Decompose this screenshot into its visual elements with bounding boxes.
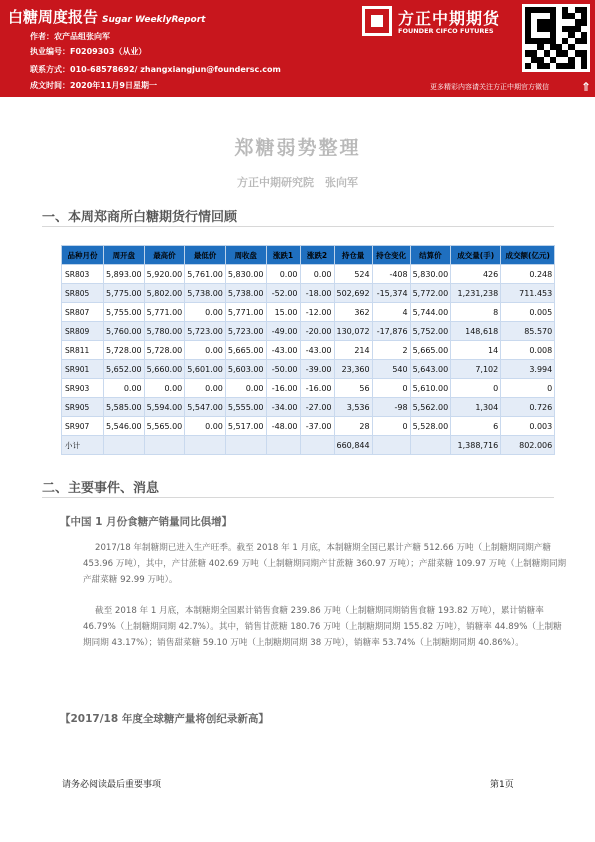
table-cell: -98 xyxy=(372,398,410,417)
qr-code-icon[interactable] xyxy=(522,4,590,72)
table-cell: 0.248 xyxy=(501,265,555,284)
table-cell: 6 xyxy=(451,417,501,436)
table-cell: 5,517.00 xyxy=(225,417,266,436)
table-cell: 8 xyxy=(451,303,501,322)
table-cell: 148,618 xyxy=(451,322,501,341)
table-cell: 5,752.00 xyxy=(410,322,451,341)
table-cell: 2 xyxy=(372,341,410,360)
table-header-cell: 持仓量 xyxy=(334,246,372,265)
table-cell: 0.00 xyxy=(144,379,185,398)
table-cell: 3.994 xyxy=(501,360,555,379)
table-row xyxy=(62,341,555,360)
news-paragraph-production: 2017/18 年制糖期已进入生产旺季。截至 2018 年 1 月底，本制糖期全国已累计产糖 512.66 万吨（上制糖期同期产糖 453.96 万吨），其中，产甘蔗糖 402.69 万吨（上制糖期同期产甘蔗糖 360.97 万吨）；产甜菜糖 109.97 万吨（上制糖期同期产甜菜糖 92.99 万吨）。 xyxy=(83,543,567,585)
table-cell: 5,547.00 xyxy=(185,398,226,417)
logo-en-text: FOUNDER CIFCO FUTURES xyxy=(398,27,494,35)
table-cell xyxy=(372,436,410,455)
table-cell: 5,665.00 xyxy=(225,341,266,360)
table-cell: 5,760.00 xyxy=(104,322,145,341)
table-cell: 5,585.00 xyxy=(104,398,145,417)
table-cell: 5,565.00 xyxy=(144,417,185,436)
table-cell: -15,374 xyxy=(372,284,410,303)
table-cell: 3,536 xyxy=(334,398,372,417)
table-cell: -48.00 xyxy=(266,417,300,436)
table-cell: 85.570 xyxy=(501,322,555,341)
table-cell: -43.00 xyxy=(266,341,300,360)
table-cell: 524 xyxy=(334,265,372,284)
table-header-cell: 结算价 xyxy=(410,246,451,265)
table-cell: 0.00 xyxy=(104,379,145,398)
table-cell: 5,652.00 xyxy=(104,360,145,379)
table-cell: 5,555.00 xyxy=(225,398,266,417)
table-cell xyxy=(225,436,266,455)
contact-line: 联系方式：010-68578692/ zhangxiangjun@foundersc.com xyxy=(30,65,281,74)
table-cell: 0.00 xyxy=(185,417,226,436)
table-cell: 5,893.00 xyxy=(104,265,145,284)
table-cell: 5,562.00 xyxy=(410,398,451,417)
section-divider xyxy=(42,226,554,227)
table-cell: -18.00 xyxy=(300,284,334,303)
table-cell: 5,830.00 xyxy=(410,265,451,284)
table-cell: 5,744.00 xyxy=(410,303,451,322)
qr-code-pattern xyxy=(525,7,587,69)
table-cell: SR807 xyxy=(62,303,104,322)
news-heading-global-sugar: 【2017/18 年度全球糖产量将创纪录新高】 xyxy=(60,713,269,725)
table-cell: 5,738.00 xyxy=(225,284,266,303)
table-cell: 0 xyxy=(372,379,410,398)
table-cell: -27.00 xyxy=(300,398,334,417)
table-cell: 5,920.00 xyxy=(144,265,185,284)
table-cell: SR905 xyxy=(62,398,104,417)
table-cell: -16.00 xyxy=(266,379,300,398)
table-cell: SR809 xyxy=(62,322,104,341)
table-cell: 362 xyxy=(334,303,372,322)
table-row xyxy=(62,398,555,417)
table-cell: 5,528.00 xyxy=(410,417,451,436)
table-cell: 130,072 xyxy=(334,322,372,341)
futures-market-table xyxy=(61,245,555,455)
document-title: 郑糖弱势整理 xyxy=(234,137,361,159)
table-cell: 5,546.00 xyxy=(104,417,145,436)
table-header-cell: 最低价 xyxy=(185,246,226,265)
table-cell xyxy=(410,436,451,455)
table-header-cell: 品种月份 xyxy=(62,246,104,265)
page-number: 第1页 xyxy=(490,780,514,790)
table-row xyxy=(62,303,555,322)
table-cell: 5,755.00 xyxy=(104,303,145,322)
table-cell: -408 xyxy=(372,265,410,284)
table-cell: 1,388,716 xyxy=(451,436,501,455)
table-cell: 23,360 xyxy=(334,360,372,379)
table-cell: 214 xyxy=(334,341,372,360)
table-cell: 0.00 xyxy=(185,303,226,322)
table-cell: 7,102 xyxy=(451,360,501,379)
table-cell: 5,665.00 xyxy=(410,341,451,360)
table-cell xyxy=(185,436,226,455)
table-cell: -16.00 xyxy=(300,379,334,398)
table-cell: 5,601.00 xyxy=(185,360,226,379)
table-cell: -37.00 xyxy=(300,417,334,436)
logo-cn-text: 方正中期期货 xyxy=(398,9,501,28)
table-header-row xyxy=(62,246,555,265)
table-cell: SR803 xyxy=(62,265,104,284)
table-cell: -17,876 xyxy=(372,322,410,341)
table-cell: 5,830.00 xyxy=(225,265,266,284)
table-cell: -34.00 xyxy=(266,398,300,417)
table-cell: 14 xyxy=(451,341,501,360)
table-cell: -20.00 xyxy=(300,322,334,341)
table-cell: 0.008 xyxy=(501,341,555,360)
report-header xyxy=(0,0,595,97)
table-header-cell: 持仓变化 xyxy=(372,246,410,265)
table-cell: SR811 xyxy=(62,341,104,360)
table-body xyxy=(62,265,555,455)
table-cell xyxy=(300,436,334,455)
table-cell xyxy=(104,436,145,455)
news-paragraph-sales: 截至 2018 年 1 月底，本制糖期全国累计销售食糖 239.86 万吨（上制糖期同期销售食糖 193.82 万吨），累计销糖率 46.79%（上制糖期同期 42.7%）。其中，销售甘蔗糖 180.76 万吨（上制糖期同期 155.82 万吨），销糖率 44.89%（上制糖期同期 43.17%）；销售甜菜糖 59.10 万吨（上制糖期同期 38 万吨），销糖率 53.74%（上制糖期同期 40.86%）。 xyxy=(83,606,562,648)
table-cell: 5,643.00 xyxy=(410,360,451,379)
table-cell xyxy=(144,436,185,455)
document-author: 方正中期研究院 张向军 xyxy=(237,176,358,189)
table-cell: 5,660.00 xyxy=(144,360,185,379)
section-heading-news: 二、主要事件、消息 xyxy=(42,481,160,496)
table-cell: 0.00 xyxy=(185,341,226,360)
table-cell: 0 xyxy=(451,379,501,398)
table-cell: 0 xyxy=(372,417,410,436)
table-cell: -39.00 xyxy=(300,360,334,379)
table-cell: 5,723.00 xyxy=(185,322,226,341)
table-header-cell: 最高价 xyxy=(144,246,185,265)
table-cell: SR903 xyxy=(62,379,104,398)
table-cell: 5,728.00 xyxy=(144,341,185,360)
table-cell: 0.003 xyxy=(501,417,555,436)
table-cell: 5,780.00 xyxy=(144,322,185,341)
table-row xyxy=(62,436,555,455)
news-heading-china-sugar: 【中国 1 月份食糖产销量同比俱增】 xyxy=(60,516,233,528)
up-arrow-icon: ⇑ xyxy=(581,80,592,94)
table-cell: -43.00 xyxy=(300,341,334,360)
table-cell: 0 xyxy=(501,379,555,398)
table-row xyxy=(62,417,555,436)
table-row xyxy=(62,360,555,379)
table-cell: 4 xyxy=(372,303,410,322)
table-cell xyxy=(266,436,300,455)
table-row xyxy=(62,322,555,341)
date-line: 成文时间：2020年11月9日星期一 xyxy=(30,81,157,90)
table-cell: -49.00 xyxy=(266,322,300,341)
table-cell: 660,844 xyxy=(334,436,372,455)
table-header-cell: 涨跌1 xyxy=(266,246,300,265)
table-cell: 小计 xyxy=(62,436,104,455)
table-cell: 0.00 xyxy=(300,265,334,284)
table-cell: 5,771.00 xyxy=(225,303,266,322)
table-cell: 5,775.00 xyxy=(104,284,145,303)
table-cell: 5,723.00 xyxy=(225,322,266,341)
table-cell: 540 xyxy=(372,360,410,379)
table-header-cell: 成交量(手) xyxy=(451,246,501,265)
table-cell: 426 xyxy=(451,265,501,284)
table-cell: 0.726 xyxy=(501,398,555,417)
table-header-cell: 涨跌2 xyxy=(300,246,334,265)
license-line: 执业编号：F0209303（从业） xyxy=(30,47,147,56)
table-cell: 28 xyxy=(334,417,372,436)
section-heading-market-review: 一、本周郑商所白糖期货行情回顾 xyxy=(42,210,238,225)
table-cell: 5,610.00 xyxy=(410,379,451,398)
table-cell: 0.00 xyxy=(225,379,266,398)
section-divider xyxy=(42,497,554,498)
table-cell: SR901 xyxy=(62,360,104,379)
report-type-title: 白糖周度报告 Sugar WeeklyReport xyxy=(8,8,206,26)
table-cell: 5,728.00 xyxy=(104,341,145,360)
table-cell: 711.453 xyxy=(501,284,555,303)
author-line: 作者：农产品组张向军 xyxy=(30,32,110,41)
table-row xyxy=(62,379,555,398)
footer-notice: 请务必阅读最后重要事项 xyxy=(62,780,162,790)
table-cell: 5,772.00 xyxy=(410,284,451,303)
table-cell: -12.00 xyxy=(300,303,334,322)
table-cell: SR805 xyxy=(62,284,104,303)
table-row xyxy=(62,265,555,284)
table-cell: 1,231,238 xyxy=(451,284,501,303)
table-cell: 0.005 xyxy=(501,303,555,322)
table-cell: 5,603.00 xyxy=(225,360,266,379)
table-cell: 5,594.00 xyxy=(144,398,185,417)
table-cell: -50.00 xyxy=(266,360,300,379)
table-cell: 5,802.00 xyxy=(144,284,185,303)
table-cell: 5,771.00 xyxy=(144,303,185,322)
table-cell: 15.00 xyxy=(266,303,300,322)
table-cell: 5,738.00 xyxy=(185,284,226,303)
table-cell: 0.00 xyxy=(266,265,300,284)
report-type-title-en: Sugar WeeklyReport xyxy=(102,15,206,25)
table-header-cell: 成交额(亿元) xyxy=(501,246,555,265)
table-row xyxy=(62,284,555,303)
wechat-notice: 更多精彩内容请关注方正中期官方微信 xyxy=(430,83,549,91)
table-cell: 802.006 xyxy=(501,436,555,455)
table-cell: 1,304 xyxy=(451,398,501,417)
table-cell: 5,761.00 xyxy=(185,265,226,284)
table-cell: 0.00 xyxy=(185,379,226,398)
table-cell: 56 xyxy=(334,379,372,398)
table-header-cell: 周收盘 xyxy=(225,246,266,265)
table-cell: -52.00 xyxy=(266,284,300,303)
company-logo xyxy=(362,6,517,42)
table-cell: SR907 xyxy=(62,417,104,436)
table-cell: 502,692 xyxy=(334,284,372,303)
table-header-cell: 周开盘 xyxy=(104,246,145,265)
logo-mark-icon xyxy=(362,6,392,36)
